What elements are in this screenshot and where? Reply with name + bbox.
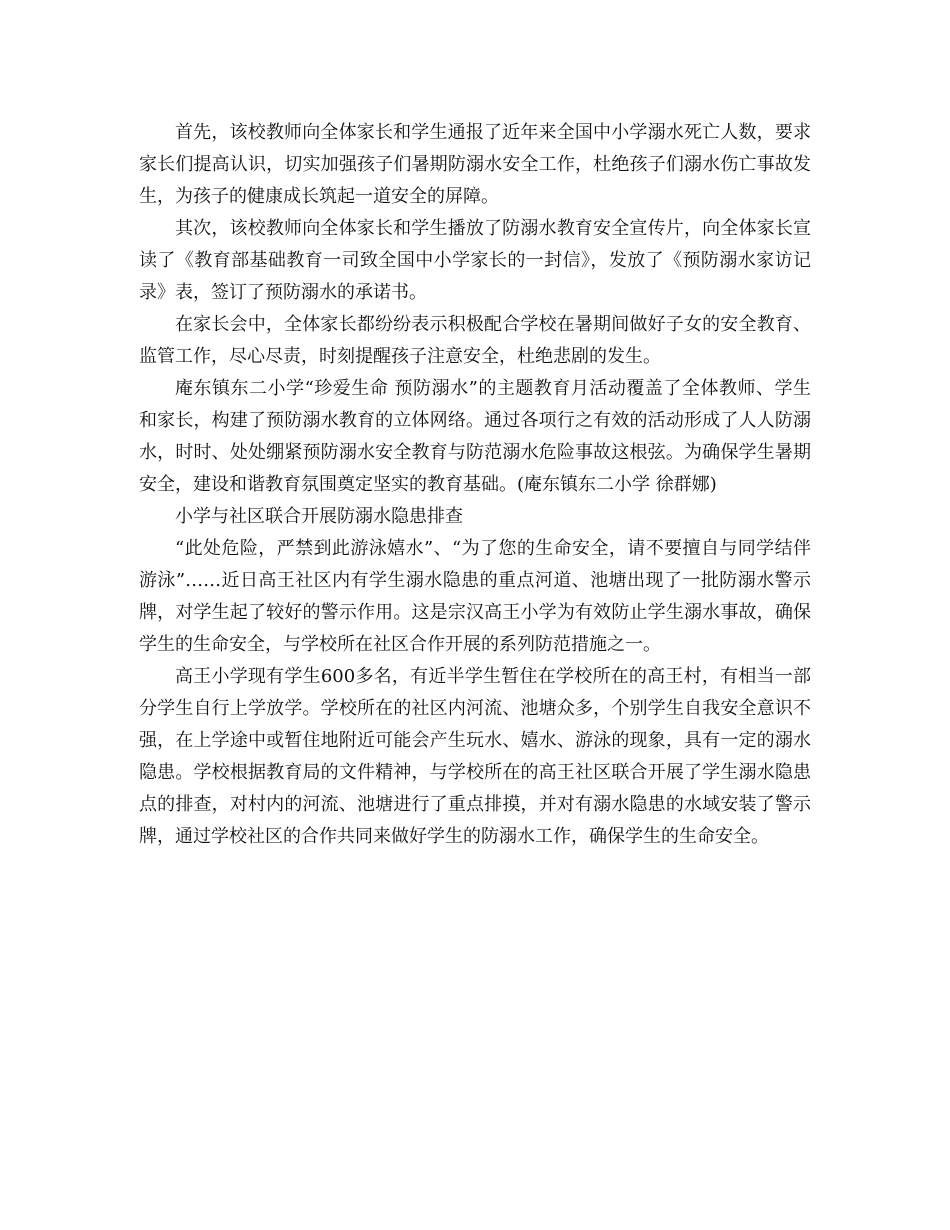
paragraph-hazard-survey: 高王小学现有学生600多名，有近半学生暂住在学校所在的高王村，有相当一部分学生自行上学放学。学校所在的社区内河流、池塘众多，个别学生自我安全意识不强，在上学途中或暂住地附近可能会产生玩水、嬉水、游泳的现象，具有一定的溺水隐患。学校根据教育局的文件精神，与学校所在的高王社区联合开展了学生溺水隐患点的排查，对村内的河流、池塘进行了重点排摸，并对有溺水隐患的水域安装了警示牌，通过学校社区的合作共同来做好学生的防溺水工作，确保学生的生命安全。	[139, 666, 811, 847]
paragraph-notification: 首先，该校教师向全体家长和学生通报了近年来全国中小学溺水死亡人数，要求家长们提高认识，切实加强孩子们暑期防溺水安全工作，杜绝孩子们溺水伤亡事故发生，为孩子的健康成长筑起一道安全的屏障。	[139, 122, 811, 207]
paragraph-parent-meeting: 在家长会中，全体家长都纷纷表示积极配合学校在暑期间做好子女的安全教育、监管工作，尽心尽责，时刻提醒孩子注意安全，杜绝悲剧的发生。	[139, 314, 811, 367]
paragraph-publicity-video: 其次，该校教师向全体家长和学生播放了防溺水教育安全宣传片，向全体家长宣读了《教育部基础教育一司致全国中小学家长的一封信》，发放了《预防溺水家访记录》表，签订了预防溺水的承诺书。	[139, 218, 811, 303]
document-body	[139, 117, 811, 853]
section-heading: 小学与社区联合开展防溺水隐患排查	[175, 506, 463, 527]
paragraph-theme-month: 庵东镇东二小学“珍爱生命 预防溺水”的主题教育月活动覆盖了全体教师、学生和家长，构建了预防溺水教育的立体网络。通过各项行之有效的活动形成了人人防溺水，时时、处处绷紧预防溺水安全教育与防范溺水危险事故这根弦。为确保学生暑期安全，建设和谐教育氛围奠定坚实的教育基础。(庵东镇东二小学 徐群娜)	[139, 378, 811, 495]
paragraph-warning-signs: “此处危险，严禁到此游泳嬉水”、“为了您的生命安全，请不要擅自与同学结伴游泳”……近日高王社区内有学生溺水隐患的重点河道、池塘出现了一批防溺水警示牌，对学生起了较好的警示作用。这是宗汉高王小学为有效防止学生溺水事故，确保学生的生命安全，与学校所在社区合作开展的系列防范措施之一。	[139, 538, 811, 655]
